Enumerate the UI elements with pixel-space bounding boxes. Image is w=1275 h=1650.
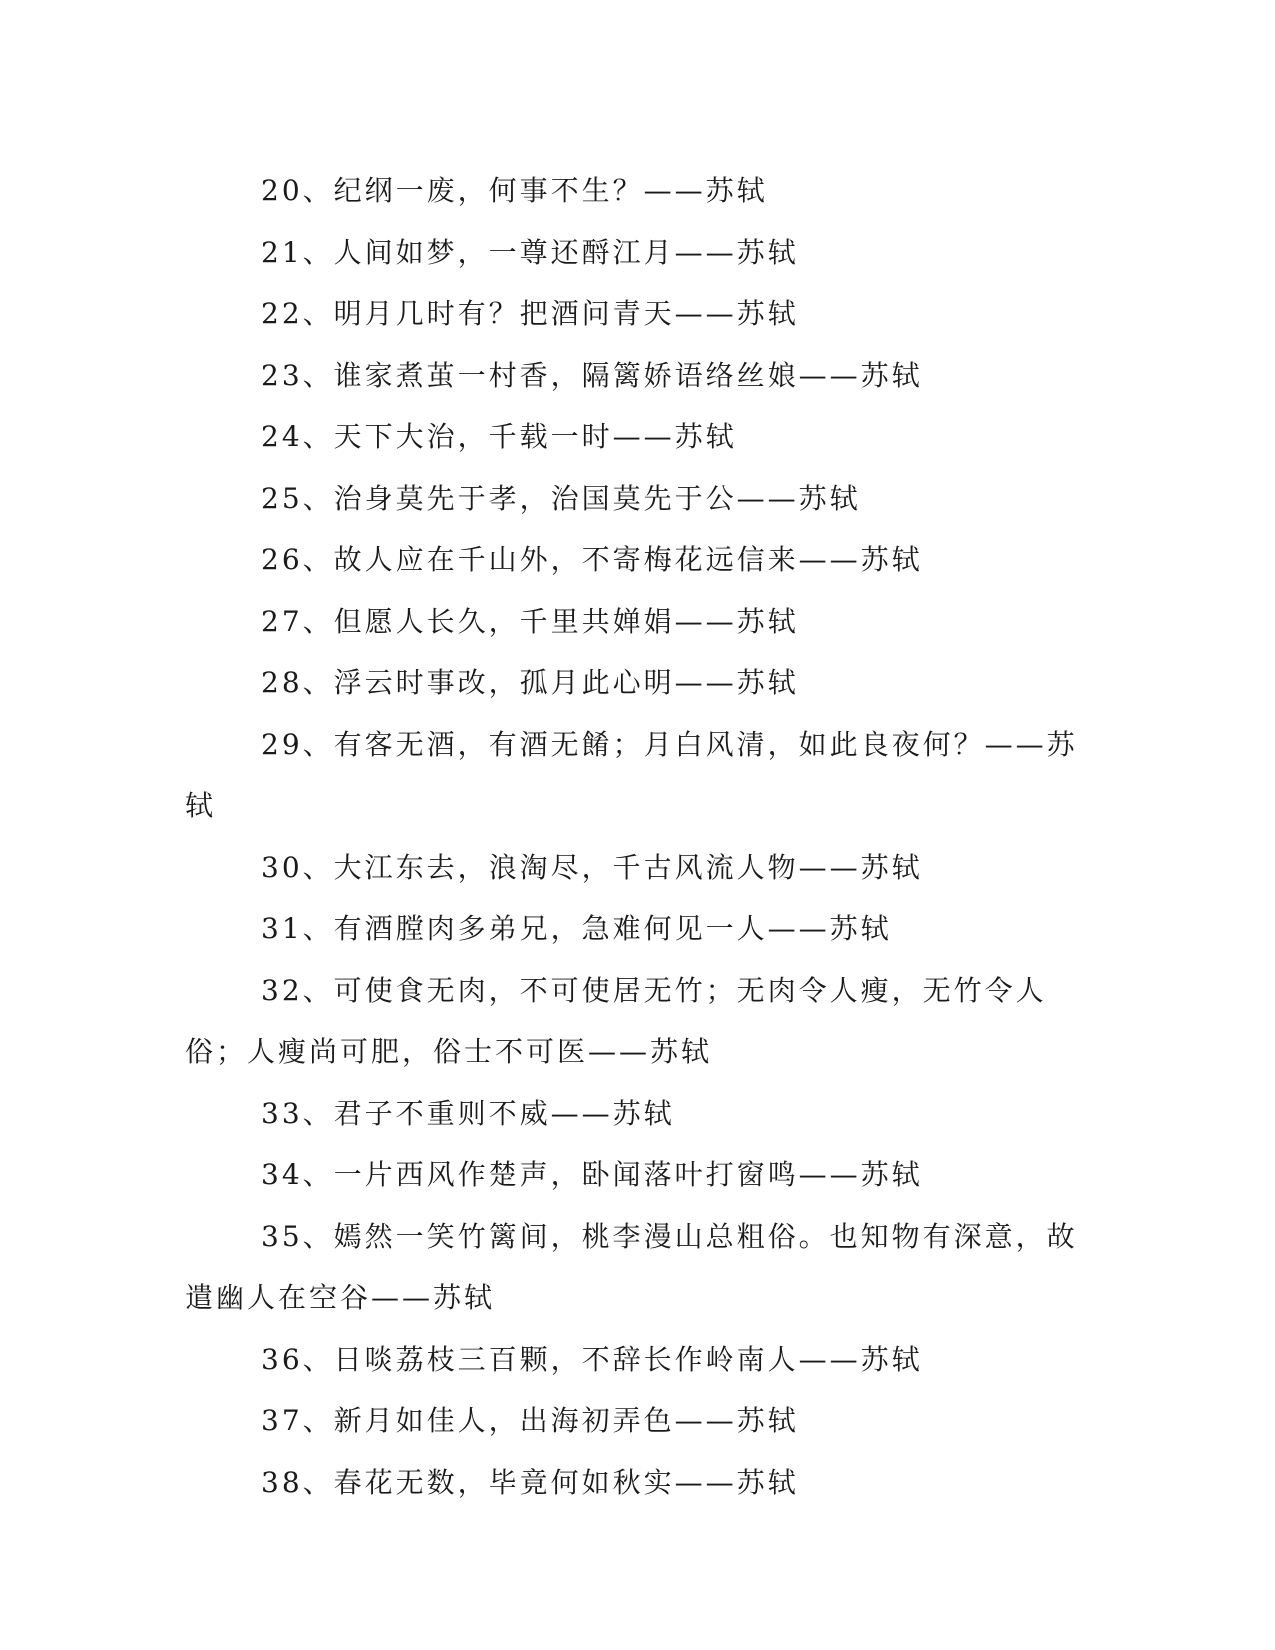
quote-item: 22、明月几时有？把酒问青天——苏轼 (261, 297, 799, 330)
quote-item: 28、浮云时事改，孤月此心明——苏轼 (261, 666, 799, 699)
quote-list (185, 160, 1080, 1513)
quote-item: 37、新月如佳人，出海初弄色——苏轼 (261, 1404, 799, 1437)
quote-item: 34、一片西风作楚声，卧闻落叶打窗鸣——苏轼 (261, 1158, 923, 1191)
quote-item: 20、纪纲一废，何事不生？——苏轼 (261, 174, 768, 207)
quote-item: 36、日啖荔枝三百颗，不辞长作岭南人——苏轼 (261, 1342, 923, 1376)
quote-item: 24、天下大治，千载一时——苏轼 (261, 420, 737, 453)
quote-item: 35、嫣然一笑竹篱间，桃李漫山总粗俗。也知物有深意，故遣幽人在空谷——苏轼 (185, 1219, 1078, 1314)
quote-item: 25、治身莫先于孝，治国莫先于公——苏轼 (261, 481, 861, 515)
quote-item: 27、但愿人长久，千里共婵娟——苏轼 (261, 604, 799, 638)
quote-item: 23、谁家煮茧一村香，隔篱娇语络丝娘——苏轼 (261, 358, 923, 392)
quote-item: 32、可使食无肉，不可使居无竹；无肉令人瘦，无竹令人俗；人瘦尚可肥，俗士不可医——苏轼 (185, 973, 1047, 1068)
quote-item: 38、春花无数，毕竟何如秋实——苏轼 (261, 1465, 799, 1499)
quote-item: 30、大江东去，浪淘尽，千古风流人物——苏轼 (261, 850, 923, 884)
quote-item: 21、人间如梦，一尊还酹江月——苏轼 (261, 235, 799, 269)
quote-item: 31、有酒膛肉多弟兄，急难何见一人——苏轼 (261, 912, 892, 945)
quote-item: 33、君子不重则不威——苏轼 (261, 1096, 675, 1130)
quote-item: 29、有客无酒，有酒无餚；月白风清，如此良夜何？——苏轼 (185, 727, 1078, 822)
quote-item: 26、故人应在千山外，不寄梅花远信来——苏轼 (261, 543, 923, 576)
